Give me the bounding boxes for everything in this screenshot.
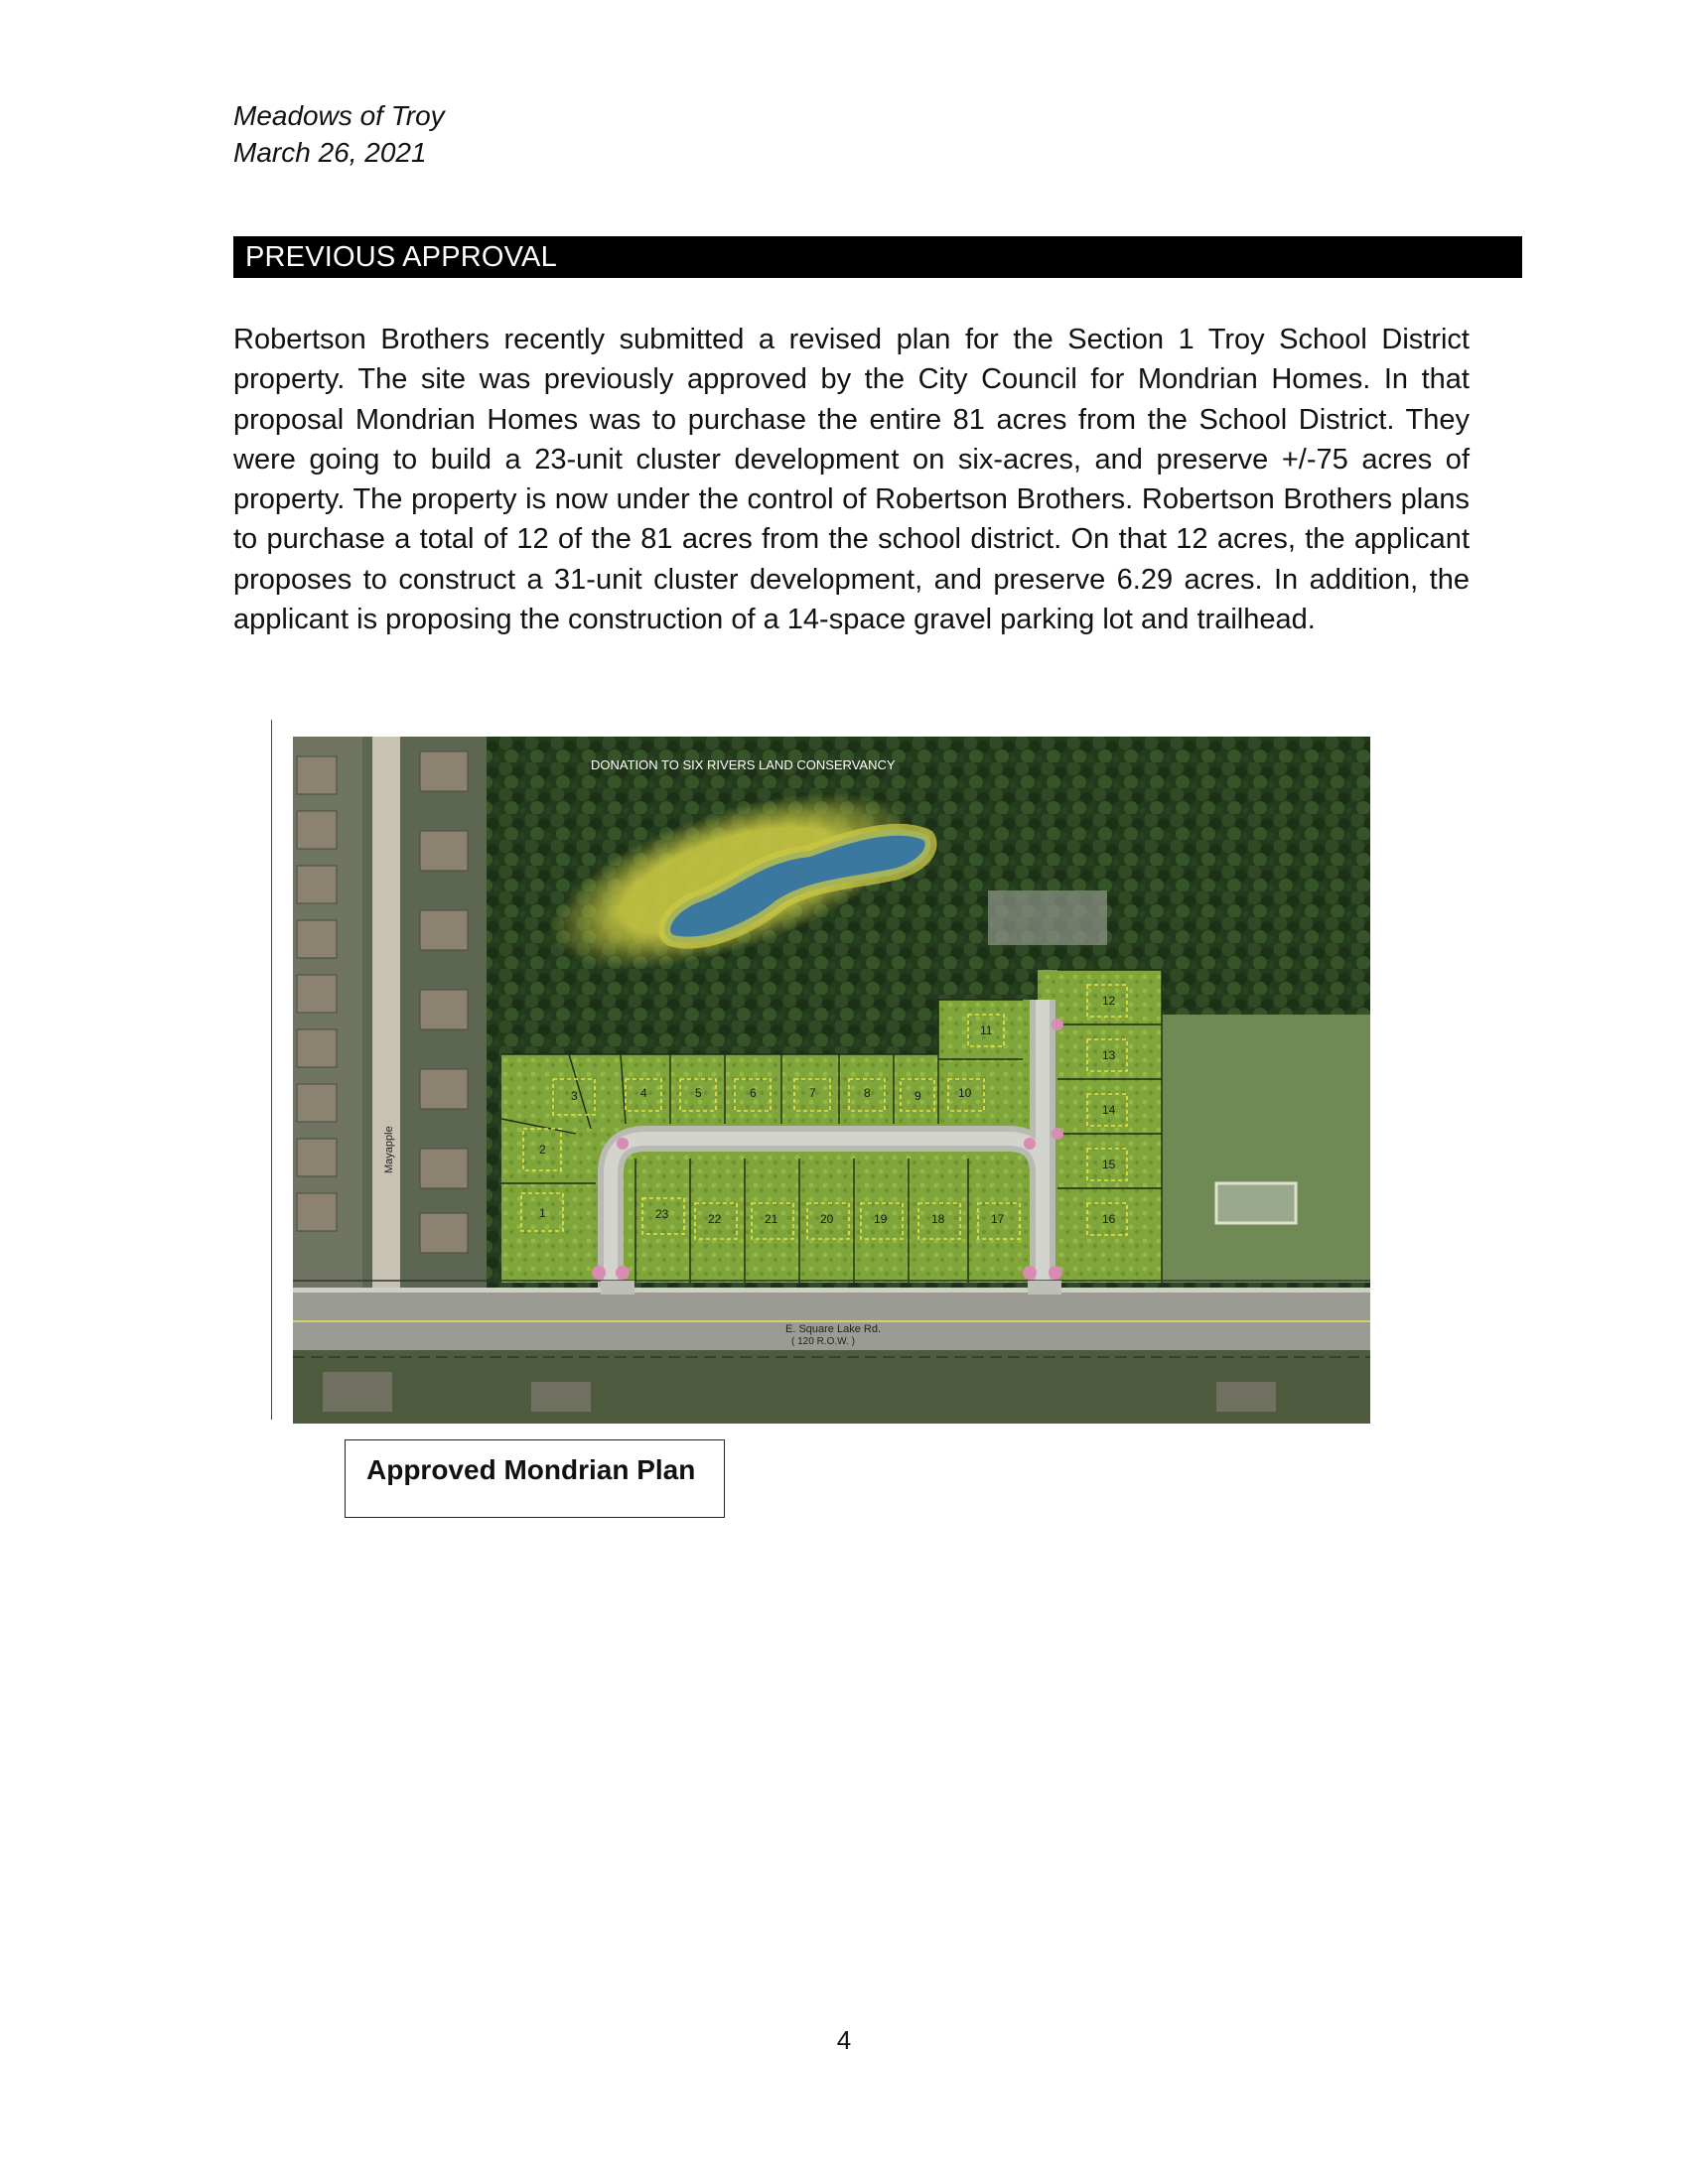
side-street-label: Mayapple [383, 1126, 395, 1173]
site-plan-figure [271, 720, 1393, 1425]
lot-label: 22 [708, 1212, 722, 1226]
map-title: DONATION TO SIX RIVERS LAND CONSERVANCY [591, 757, 896, 772]
road-row-label: ( 120 R.O.W. ) [791, 1336, 855, 1347]
lot-label: 17 [991, 1212, 1005, 1226]
lot-label: 19 [874, 1212, 888, 1226]
figure-left-rule [271, 720, 272, 1420]
mayapple-street [372, 737, 400, 1293]
lot-label: 15 [1102, 1158, 1116, 1171]
lot-label: 3 [571, 1089, 578, 1103]
parking-area [988, 890, 1107, 945]
lot-label: 12 [1102, 994, 1116, 1008]
lot-label: 5 [695, 1086, 702, 1100]
lot-label: 6 [750, 1086, 757, 1100]
lot-label: 4 [640, 1086, 647, 1100]
lot-label: 20 [820, 1212, 834, 1226]
figure-caption-box [345, 1439, 725, 1518]
lot-label: 13 [1102, 1048, 1116, 1062]
lot-label: 14 [1102, 1103, 1116, 1117]
lot-label: 23 [655, 1207, 669, 1221]
lot-label: 10 [958, 1086, 972, 1100]
lot-label: 8 [864, 1086, 871, 1100]
lot-label: 9 [914, 1089, 921, 1103]
page-number: 4 [836, 2025, 852, 2055]
road-name-label: E. Square Lake Rd. [785, 1323, 882, 1335]
east-field [1162, 1015, 1370, 1283]
lot-label: 7 [809, 1086, 816, 1100]
document-header [233, 97, 445, 171]
site-plan-map [293, 737, 1370, 1424]
lot-label: 18 [931, 1212, 945, 1226]
lot-label: 2 [539, 1143, 546, 1157]
lot-label: 1 [539, 1206, 546, 1220]
lot-label: 11 [980, 1024, 993, 1037]
section-heading: PREVIOUS APPROVAL [233, 236, 1522, 278]
figure-caption: Approved Mondrian Plan [366, 1454, 696, 1485]
document-title: Meadows of Troy [233, 100, 445, 131]
document-date: March 26, 2021 [233, 137, 427, 168]
body-paragraph: Robertson Brothers recently submitted a revised plan for the Section 1 Troy School District property. The site was previously approved by the City Council for Mondrian Homes. In that proposal Mondrian Homes was to purchase the entire 81 acres from the School District. They were going to build a 23-unit cluster development on six-acres, and preserve +/-75 acres of property. The property is now under the control of Robertson Brothers. Robertson Brothers plans to purchase a total of 12 of the 81 acres from the school district. On that 12 acres, the applicant proposes to construct a 31-unit cluster development, and preserve 6.29 acres. In addition, the applicant is proposing the construction of a 14-space gravel parking lot and trailhead. [233, 324, 1470, 636]
south-neighborhood [293, 1350, 1370, 1424]
lot-label: 21 [765, 1212, 778, 1226]
lot-label: 16 [1102, 1212, 1116, 1226]
